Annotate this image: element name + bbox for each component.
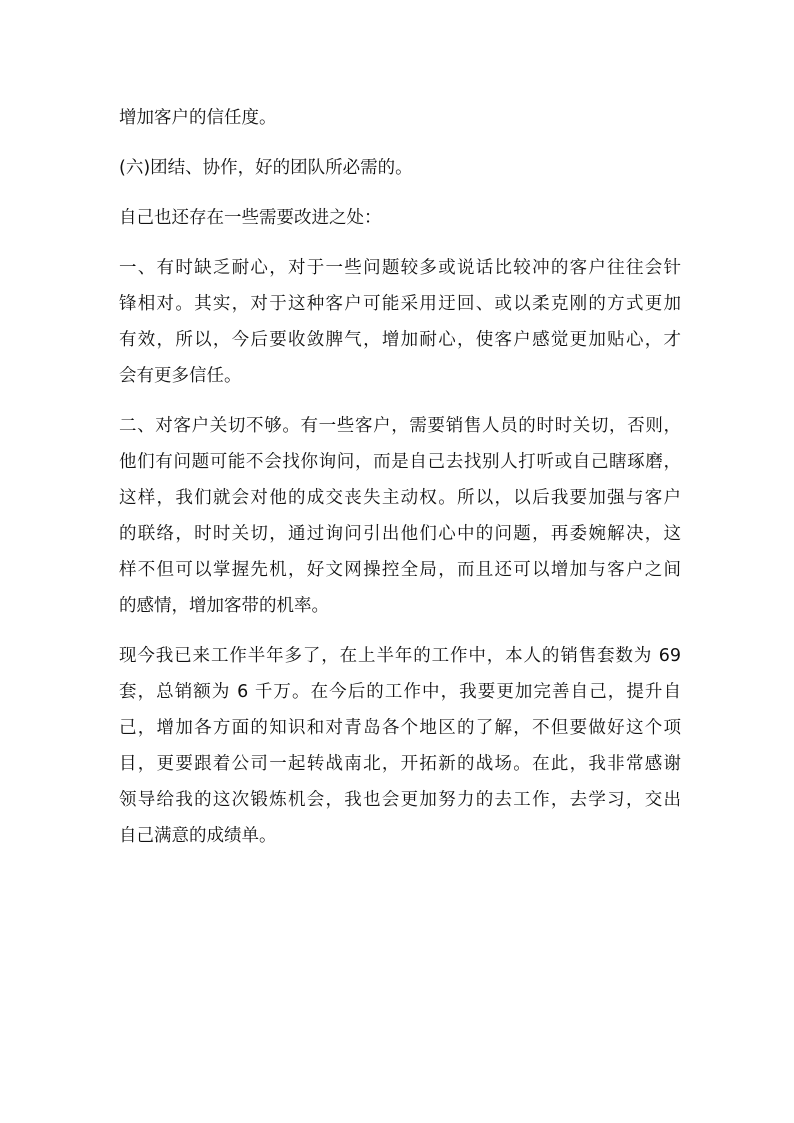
text-line: 他们有问题可能不会找你询问，而是自己去找别人打听或自己瞎琢磨，	[119, 452, 681, 472]
text-line: 套，总销额为 6 千万。在今后的工作中，我要更加完善自己，提升自	[119, 682, 681, 702]
paragraph-customer-care	[119, 408, 681, 624]
paragraph-patience	[119, 250, 681, 394]
text-line: 目，更要跟着公司一起转战南北，开拓新的战场。在此，我非常感谢	[119, 754, 681, 774]
text-line: (六)团结、协作，好的团队所必需的。	[119, 158, 413, 178]
paragraph-teamwork	[119, 150, 681, 186]
text-line: 样不但可以掌握先机，好文网操控全局，而且还可以增加与客户之间	[119, 560, 681, 580]
text-line: 自己满意的成绩单。	[119, 826, 277, 846]
text-line: 自己也还存在一些需要改进之处：	[119, 208, 382, 228]
text-line: 的联络，时时关切，通过询问引出他们心中的问题，再委婉解决，这	[119, 524, 681, 544]
text-line: 这样，我们就会对他的成交丧失主动权。所以，以后我要加强与客户	[119, 488, 681, 508]
paragraph-improvements-intro	[119, 200, 681, 236]
text-line: 己，增加各方面的知识和对青岛各个地区的了解，不但要做好这个项	[119, 718, 681, 738]
paragraph-summary	[119, 638, 681, 854]
text-line: 一、有时缺乏耐心，对于一些问题较多或说话比较冲的客户往往会针	[119, 258, 681, 278]
text-line: 的感情，增加客带的机率。	[119, 596, 329, 616]
text-line: 会有更多信任。	[119, 366, 242, 386]
text-line: 现今我已来工作半年多了，在上半年的工作中，本人的销售套数为 69	[119, 646, 681, 666]
text-line: 二、对客户关切不够。有一些客户，需要销售人员的时时关切，否则，	[119, 416, 681, 436]
text-line: 增加客户的信任度。	[119, 108, 277, 128]
text-line: 领导给我的这次锻炼机会，我也会更加努力的去工作，去学习，交出	[119, 790, 681, 810]
paragraph-trust	[119, 100, 681, 136]
text-line: 有效，所以，今后要收敛脾气，增加耐心，使客户感觉更加贴心，才	[119, 330, 681, 350]
text-line: 锋相对。其实，对于这种客户可能采用迂回、或以柔克刚的方式更加	[119, 294, 681, 314]
document-body	[119, 100, 681, 868]
